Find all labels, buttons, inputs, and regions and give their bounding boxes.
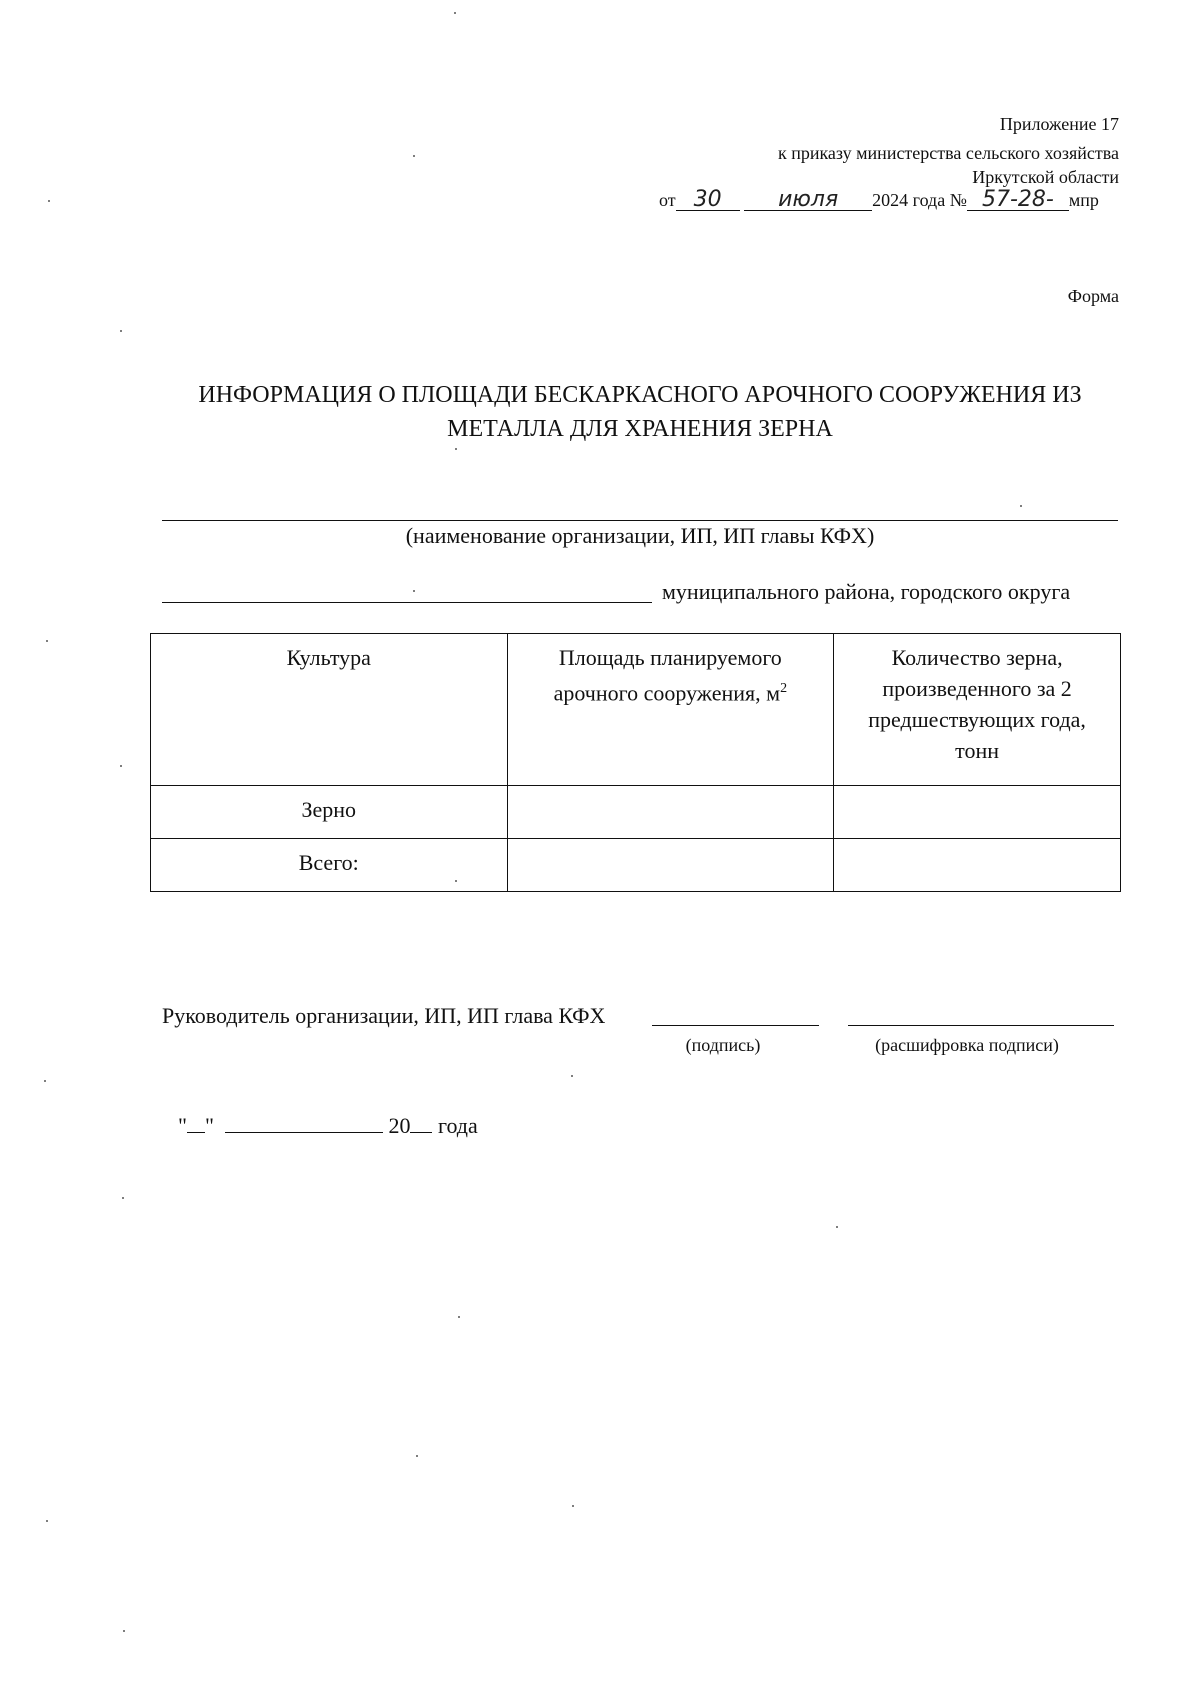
header-grain-quantity: Количество зерна, произведенного за 2 предшествующих года, тонн [834,634,1121,786]
row-grain-quantity-cell[interactable] [834,839,1121,892]
organization-caption: (наименование организации, ИП, ИП главы КФХ) [405,523,875,548]
head-of-organization-label: Руководитель организации, ИП, ИП глава КФХ [162,1003,606,1028]
scan-speck [413,590,415,592]
signature-caption: (подпись) [685,1035,761,1055]
date-quote-close: " [204,1113,214,1138]
header-area [507,634,834,786]
table-row [151,786,1121,839]
header-area-unit-sup: 2 [780,681,788,696]
scan-speck [572,1505,574,1507]
date-year-prefix: 20 [388,1113,411,1138]
signature-decode-line [848,1025,1114,1026]
date-quote-open: " [178,1113,187,1138]
scan-speck [120,330,122,332]
form-label: Форма [1067,286,1119,306]
scan-speck [46,640,48,642]
row-culture: Зерно [151,786,508,839]
appendix-region-line: Иркутской области [972,167,1119,187]
header-area-text: Площадь планируемого арочного сооружения, м [553,645,782,706]
scan-speck [571,1075,573,1077]
organization-name-line [162,520,1118,521]
date-month-handwritten: июля [744,190,872,211]
signature-decode-caption: (расшифровка подписи) [875,1035,1059,1055]
scan-speck [413,155,415,157]
scan-speck [458,1316,460,1318]
title-line-1: ИНФОРМАЦИЯ О ПЛОЩАДИ БЕСКАРКАСНОГО АРОЧНОГО СООРУЖЕНИЯ ИЗ [198,382,1082,408]
scan-speck [48,200,50,202]
document-title [150,378,1130,446]
scan-speck [455,880,457,882]
row-area-cell[interactable] [507,786,834,839]
table-header-row [151,634,1121,786]
district-caption: муниципального района, городского округа [662,579,1071,604]
scan-speck [1020,505,1022,507]
date-year: 2024 года № [872,190,967,210]
scan-speck [123,1630,125,1632]
scan-speck [416,1455,418,1457]
row-culture: Всего: [151,839,508,892]
grain-storage-table [150,633,1121,892]
scan-speck [836,1226,838,1228]
scan-speck [120,765,122,767]
date-month-blank [225,1112,383,1133]
scan-speck [454,12,456,14]
order-suffix: мпр [1068,190,1099,210]
order-number-handwritten: 57-28- [967,190,1069,211]
date-year-suffix: года [437,1113,478,1138]
appendix-number: Приложение 17 [999,114,1119,134]
order-date-line [659,188,1099,212]
table-row [151,839,1121,892]
scan-speck [455,448,457,450]
scan-speck [44,1080,46,1082]
date-year-blank [410,1112,432,1133]
date-day-blank [187,1112,205,1133]
scan-speck [122,1197,124,1199]
sign-date-line [178,1112,478,1139]
header-culture: Культура [151,634,508,786]
scan-speck [46,1520,48,1522]
row-area-cell[interactable] [507,839,834,892]
date-day-handwritten: 30 [676,190,740,211]
title-line-2: МЕТАЛЛА ДЛЯ ХРАНЕНИЯ ЗЕРНА [447,416,833,442]
signature-line [652,1025,819,1026]
district-name-line [162,602,652,603]
row-grain-quantity-cell[interactable] [834,786,1121,839]
appendix-order-line: к приказу министерства сельского хозяйства [777,143,1119,163]
date-prefix: от [659,190,676,210]
